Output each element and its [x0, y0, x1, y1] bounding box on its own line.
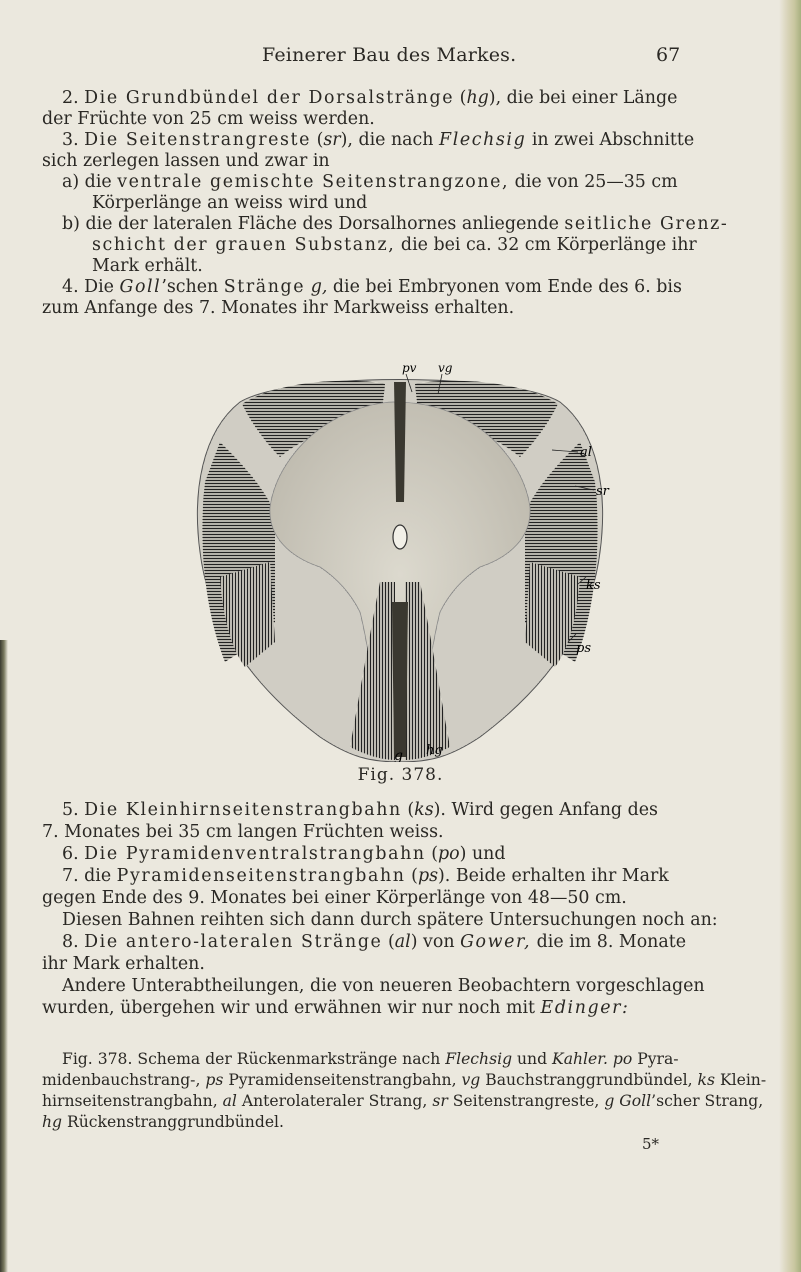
line-12: 5. Die Kleinhirnseitenstrangbahn (ks). Wird gegen Anfang des — [62, 800, 658, 820]
line-18: 8. Die antero-lateralen Stränge (al) von Gower, die im 8. Monate — [62, 932, 687, 952]
line-5: a) die ventrale gemischte Seitenstrangzone, die von 25—35 cm — [62, 172, 678, 192]
line-14: 6. Die Pyramidenventralstrangbahn (po) und — [62, 844, 506, 864]
line-4: sich zerlegen lassen und zwar in — [42, 151, 330, 171]
line-13: 7. Monates bei 35 cm langen Früchten weiss. — [42, 822, 444, 842]
page-number: 67 — [656, 44, 681, 66]
label-vg: vg — [438, 362, 453, 375]
line-1: 2. Die Grundbündel der Dorsalstränge (hg), die bei einer Länge — [62, 88, 678, 108]
line-7: b) die der lateralen Fläche des Dorsalhornes anliegende seitliche Grenz- — [62, 214, 729, 234]
figure-number: Fig. 378. — [357, 765, 444, 785]
page-edge-right — [779, 0, 801, 1272]
line-11: zum Anfange des 7. Monates ihr Markweiss erhalten. — [42, 298, 515, 318]
spinal-cord-diagram — [180, 362, 620, 762]
label-al: al — [580, 445, 592, 460]
line-15: 7. die Pyramidenseitenstrangbahn (ps). Beide erhalten ihr Mark — [62, 866, 669, 886]
line-2: der Früchte von 25 cm weiss werden. — [42, 109, 375, 129]
line-16: gegen Ende des 9. Monates bei einer Körperlänge von 48—50 cm. — [42, 888, 627, 908]
line-17: Diesen Bahnen reihten sich dann durch spätere Untersuchungen noch an: — [62, 910, 718, 930]
line-9: Mark erhält. — [92, 256, 203, 276]
line-6: Körperlänge an weiss wird und — [92, 193, 368, 213]
page-edge-shadow-left — [0, 640, 8, 1272]
label-pv: pv — [402, 362, 417, 375]
signature-mark: 5* — [642, 1135, 660, 1153]
line-8: schicht der grauen Substanz, die bei ca. 32 cm Körperlänge ihr — [92, 235, 697, 255]
caption-line-2: midenbauchstrang-, ps Pyramidenseitenstrangbahn, vg Bauchstranggrundbündel, ks Klein- — [42, 1071, 767, 1089]
line-19: ihr Mark erhalten. — [42, 954, 205, 974]
spinal-cord-cross-section-svg — [180, 362, 620, 762]
label-g: g — [394, 748, 403, 762]
caption-line-4: hg Rückenstranggrundbündel. — [42, 1113, 284, 1131]
label-ks: ks — [586, 578, 601, 593]
goll-column — [392, 602, 408, 757]
line-10: 4. Die Goll’schen Stränge g, die bei Embryonen vom Ende des 6. bis — [62, 277, 682, 297]
label-sr: sr — [596, 484, 609, 499]
label-hg: hg — [426, 743, 443, 758]
line-20: Andere Unterabtheilungen, die von neueren Beobachtern vorgeschlagen — [62, 976, 705, 996]
caption-line-1: Fig. 378. Schema der Rückenmarkstränge nach Flechsig und Kahler. po Pyra- — [62, 1050, 679, 1068]
line-3: 3. Die Seitenstrangreste (sr), die nach Flechsig in zwei Abschnitte — [62, 130, 695, 150]
line-21: wurden, übergehen wir und erwähnen wir nur noch mit Edinger: — [42, 998, 630, 1018]
label-ps: ps — [576, 641, 591, 656]
running-head — [0, 44, 801, 74]
ventral-fissure — [394, 382, 406, 502]
running-head-title: Feinerer Bau des Markes. — [262, 44, 517, 66]
central-canal — [393, 525, 407, 549]
caption-line-3: hirnseitenstrangbahn, al Anterolateraler Strang, sr Seitenstrangreste, g Goll’scher Strang, — [42, 1092, 764, 1110]
